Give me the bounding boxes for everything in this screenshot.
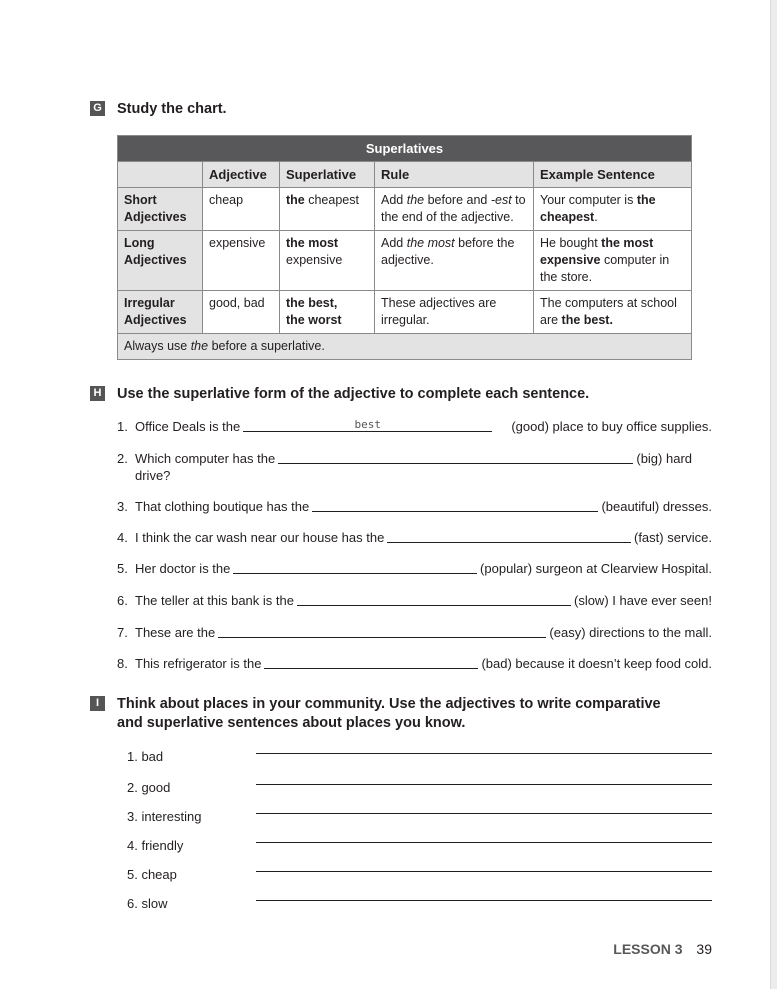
item-number: 5. <box>117 561 128 576</box>
superlatives-chart <box>117 135 692 360</box>
writing-line[interactable] <box>256 784 712 785</box>
section-g-heading <box>90 100 227 119</box>
writing-line[interactable] <box>256 842 712 843</box>
exercise-h-item <box>117 450 712 484</box>
row-label: Irregular Adjectives <box>118 291 203 334</box>
section-h-heading <box>90 385 589 404</box>
row-label: Long Adjectives <box>118 231 203 291</box>
exercise-h-item <box>117 624 712 641</box>
item-after: (easy) directions to the mall. <box>549 625 712 640</box>
writing-item <box>127 808 712 825</box>
answer-blank[interactable] <box>387 529 631 543</box>
exercise-h-item <box>117 592 712 609</box>
writing-item <box>127 748 712 765</box>
row-label: Short Adjectives <box>118 188 203 231</box>
section-h-letter: H <box>90 386 105 401</box>
item-after: (slow) I have ever seen! <box>573 593 712 608</box>
item-after: (beautiful) dresses. <box>601 499 712 514</box>
row-adjective: expensive <box>203 231 280 291</box>
header-adjective: Adjective <box>203 162 280 188</box>
row-example: The computers at school are the best. <box>534 291 692 334</box>
writing-item <box>127 779 712 796</box>
chart-note: Always use the before a superlative. <box>118 334 692 360</box>
item-after: (big) hard <box>636 451 692 466</box>
row-rule: These adjectives are irregular. <box>375 291 534 334</box>
chart-note-row <box>118 334 692 360</box>
chart-row-irregular <box>118 291 692 334</box>
section-g-letter: G <box>90 101 105 116</box>
writing-line[interactable] <box>256 900 712 901</box>
item-after: (bad) because it doesn’t keep food cold. <box>481 656 712 671</box>
page-footer <box>613 941 712 957</box>
row-adjective: good, bad <box>203 291 280 334</box>
section-i-letter: I <box>90 696 105 711</box>
item-before: The teller at this bank is the <box>135 593 294 608</box>
scrollbar[interactable] <box>770 0 777 989</box>
writing-label: 5. cheap <box>127 867 177 882</box>
section-i-heading <box>90 695 690 733</box>
writing-label: 3. interesting <box>127 809 202 824</box>
writing-label: 2. good <box>127 780 171 795</box>
header-example: Example Sentence <box>534 162 692 188</box>
exercise-h-item <box>117 560 712 577</box>
row-adjective: cheap <box>203 188 280 231</box>
item-number: 6. <box>117 593 128 608</box>
item-number: 8. <box>117 656 128 671</box>
answer-blank[interactable] <box>264 655 478 669</box>
row-example: He bought the most expensive computer in the store. <box>534 231 692 291</box>
chart-caption: Superlatives <box>118 136 692 162</box>
writing-item <box>127 837 712 854</box>
answer-blank[interactable] <box>233 560 477 574</box>
item-before: That clothing boutique has the <box>135 499 310 514</box>
row-superlative: the best, the worst <box>280 291 375 334</box>
exercise-h-item <box>117 498 712 515</box>
header-rule: Rule <box>375 162 534 188</box>
section-i-title: Think about places in your community. Use the adjectives to write comparative and superlative sentences about places you know. <box>117 696 661 731</box>
answer-text: best <box>354 418 382 431</box>
answer-blank[interactable] <box>297 592 571 606</box>
row-rule: Add the most before the adjective. <box>375 231 534 291</box>
writing-line[interactable] <box>256 813 712 814</box>
item-before: Which computer has the <box>135 451 276 466</box>
exercise-h-item <box>117 655 712 672</box>
row-superlative: the cheapest <box>280 188 375 231</box>
answer-blank[interactable] <box>312 498 598 512</box>
item-after: (popular) surgeon at Clearview Hospital. <box>480 561 712 576</box>
row-rule: Add the before and -est to the end of the adjective. <box>375 188 534 231</box>
lesson-label: LESSON 3 <box>613 941 683 957</box>
item-before: These are the <box>135 625 216 640</box>
header-blank <box>118 162 203 188</box>
item-number: 3. <box>117 499 128 514</box>
item-before: This refrigerator is the <box>135 656 262 671</box>
answer-blank[interactable] <box>243 418 492 432</box>
writing-line[interactable] <box>256 753 712 754</box>
row-superlative: the most expensive <box>280 231 375 291</box>
item-before: I think the car wash near our house has the <box>135 530 385 545</box>
item-number: 4. <box>117 530 128 545</box>
item-before: Office Deals is the <box>135 419 241 434</box>
exercise-h-item <box>117 529 712 546</box>
exercise-h-item <box>117 418 712 435</box>
page-number: 39 <box>696 941 712 957</box>
row-example: Your computer is the cheapest. <box>534 188 692 231</box>
item-after: (fast) service. <box>633 530 712 545</box>
writing-line[interactable] <box>256 871 712 872</box>
section-g-title: Study the chart. <box>117 101 227 117</box>
item-continuation: drive? <box>135 468 171 483</box>
writing-label: 6. slow <box>127 896 168 911</box>
item-after: (good) place to buy office supplies. <box>511 419 712 434</box>
item-number: 1. <box>117 419 128 434</box>
writing-label: 1. bad <box>127 749 164 764</box>
item-before: Her doctor is the <box>135 561 231 576</box>
header-superlative: Superlative <box>280 162 375 188</box>
writing-item <box>127 895 712 912</box>
chart-row-short <box>118 188 692 231</box>
writing-item <box>127 866 712 883</box>
item-number: 2. <box>117 451 128 466</box>
chart-row-long <box>118 231 692 291</box>
answer-blank[interactable] <box>218 624 546 638</box>
section-h-title: Use the superlative form of the adjective to complete each sentence. <box>117 386 590 402</box>
item-number: 7. <box>117 625 128 640</box>
writing-label: 4. friendly <box>127 838 184 853</box>
answer-blank[interactable] <box>278 450 633 464</box>
